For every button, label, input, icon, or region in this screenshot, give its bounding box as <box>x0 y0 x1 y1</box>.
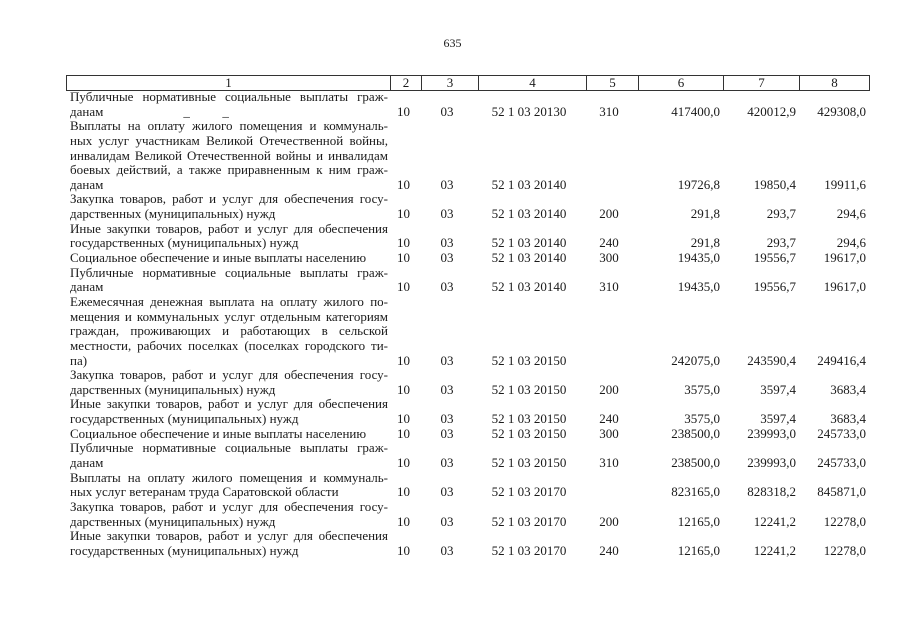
row-description <box>66 295 388 368</box>
cell-c8: 12278,0 <box>823 513 866 529</box>
cell-c2: 10 <box>397 176 410 192</box>
cell-c3: 03 <box>440 455 454 471</box>
cell-c5 <box>583 485 635 500</box>
cell-c6: 291,8 <box>690 206 720 222</box>
description-line <box>70 149 388 164</box>
cell-c4: 52 1 03 20140 <box>491 250 567 266</box>
row-description <box>66 119 388 192</box>
description-line <box>70 485 388 500</box>
description-line <box>70 412 388 427</box>
header-col-4: 4 <box>478 76 586 90</box>
description-line <box>70 441 388 456</box>
description-text: данам <box>70 279 104 295</box>
table-row <box>66 119 869 192</box>
cell-c4: 52 1 03 20140 <box>491 235 567 251</box>
description-line <box>70 192 388 207</box>
cell-c2: 10 <box>397 250 410 266</box>
description-line <box>70 178 388 193</box>
header-col-3: 3 <box>421 76 478 90</box>
description-text: Социальное обеспечение и иные выплаты населению <box>70 250 367 266</box>
cell-c6: 238500,0 <box>671 425 720 441</box>
table-row <box>66 295 869 368</box>
cell-c2: 10 <box>397 381 410 397</box>
cell-c2: 10 <box>397 235 410 251</box>
table-row <box>66 397 869 426</box>
cell-c5 <box>583 178 635 193</box>
cell-c3: 03 <box>440 176 454 192</box>
cell-c2: 10 <box>397 542 410 558</box>
row-description <box>66 441 388 470</box>
description-line <box>70 471 388 486</box>
description-text: Ежемесячная денежная выплата на оплату жилого по- <box>70 293 388 309</box>
cell-c7: 293,7 <box>766 235 796 251</box>
description-text: дарственных (муниципальных) нужд <box>70 381 276 397</box>
cell-c5: 300 <box>599 250 619 266</box>
description-line <box>70 354 388 369</box>
table-row <box>66 251 869 266</box>
table-row <box>66 192 869 221</box>
table-row <box>66 368 869 397</box>
description-text: Иные закупки товаров, работ и услуг для обеспечения <box>70 220 388 236</box>
cell-c2: 10 <box>397 513 410 529</box>
cell-c7: 239993,0 <box>747 455 796 471</box>
cell-c4: 52 1 03 20170 <box>491 484 567 500</box>
description-text: Закупка товаров, работ и услуг для обеспечения госу- <box>70 191 388 207</box>
description-text: Публичные нормативные социальные выплаты граж- <box>70 264 388 280</box>
table-row <box>66 529 869 558</box>
cell-c4: 52 1 03 20130 <box>491 103 567 119</box>
description-line <box>70 105 388 120</box>
cell-c5: 300 <box>599 425 619 441</box>
cell-c8: 245733,0 <box>817 425 866 441</box>
row-description <box>66 397 388 426</box>
cell-c3: 03 <box>440 425 454 441</box>
table-row <box>66 266 869 295</box>
cell-c4: 52 1 03 20140 <box>491 176 567 192</box>
cell-c2: 10 <box>397 206 410 222</box>
cell-c2: 10 <box>397 279 410 295</box>
description-line <box>70 427 388 442</box>
cell-c3: 03 <box>440 279 454 295</box>
description-text: дарственных (муниципальных) нужд <box>70 513 276 529</box>
description-line <box>70 368 388 383</box>
description-line <box>70 251 388 266</box>
cell-c4: 52 1 03 20150 <box>491 425 567 441</box>
table-body <box>66 90 869 559</box>
cell-c3: 03 <box>440 103 454 119</box>
cell-c8: 429308,0 <box>817 103 866 119</box>
description-text: ных услуг участникам Великой Отечественной войны, <box>70 132 388 148</box>
cell-c3: 03 <box>440 411 454 427</box>
cell-c6: 19726,8 <box>677 176 720 192</box>
cell-c6: 12165,0 <box>677 542 720 558</box>
description-line <box>70 397 388 412</box>
description-line <box>70 544 388 559</box>
description-line <box>70 134 388 149</box>
cell-c5: 200 <box>599 381 619 397</box>
cell-c6: 823165,0 <box>671 484 720 500</box>
cell-c7: 293,7 <box>766 206 796 222</box>
header-col-2: 2 <box>390 76 421 90</box>
description-line <box>70 515 388 530</box>
header-col-1: 1 <box>225 75 232 90</box>
description-text: Выплаты на оплату жилого помещения и коммуналь- <box>70 469 388 485</box>
cell-c5: 310 <box>599 103 619 119</box>
description-text: Социальное обеспечение и иные выплаты населению <box>70 425 367 441</box>
row-description <box>66 500 388 529</box>
cell-c8: 294,6 <box>836 206 866 222</box>
cell-c3: 03 <box>440 484 454 500</box>
description-text: Выплаты на оплату жилого помещения и коммуналь- <box>70 118 388 134</box>
cell-c5 <box>583 354 635 369</box>
cell-c6: 12165,0 <box>677 513 720 529</box>
cell-c4: 52 1 03 20150 <box>491 352 567 368</box>
description-text: дарственных (муниципальных) нужд <box>70 206 276 222</box>
cell-c3: 03 <box>440 542 454 558</box>
description-line <box>70 163 388 178</box>
description-line <box>70 119 388 134</box>
cell-c7: 12241,2 <box>753 542 796 558</box>
table-row <box>66 500 869 529</box>
cell-c7: 828318,2 <box>747 484 796 500</box>
cell-c5: 200 <box>599 206 619 222</box>
description-text: инвалидам Великой Отечественной войны и инвалидам <box>70 147 388 163</box>
cell-c2: 10 <box>397 425 410 441</box>
description-text: Закупка товаров, работ и услуг для обеспечения госу- <box>70 498 388 514</box>
cell-c5: 310 <box>599 279 619 295</box>
description-text: ных услуг ветеранам труда Саратовской области <box>70 484 339 500</box>
description-text: Закупка товаров, работ и услуг для обеспечения госу- <box>70 367 388 383</box>
cell-c8: 19617,0 <box>823 250 866 266</box>
cell-c5: 240 <box>599 542 619 558</box>
row-description <box>66 471 388 500</box>
description-text: граждан, проживающих и работающих в сельской <box>70 323 388 339</box>
row-description <box>66 192 388 221</box>
description-text: Публичные нормативные социальные выплаты граж- <box>70 89 388 104</box>
table-row <box>66 427 869 442</box>
cell-c4: 52 1 03 20150 <box>491 411 567 427</box>
header-col-5: 5 <box>586 76 638 90</box>
cell-c2: 10 <box>397 411 410 427</box>
cell-c4: 52 1 03 20170 <box>491 542 567 558</box>
description-line <box>70 529 388 544</box>
cell-c8: 19911,6 <box>824 176 866 192</box>
cell-c7: 19556,7 <box>753 250 796 266</box>
cell-c8: 245733,0 <box>817 455 866 471</box>
cell-c7: 420012,9 <box>747 103 796 119</box>
description-text: Публичные нормативные социальные выплаты граж- <box>70 440 388 456</box>
cell-c6: 238500,0 <box>671 455 720 471</box>
description-text: местности, рабочих поселках (поселках городского ти- <box>70 337 388 353</box>
cell-c7: 3597,4 <box>760 411 796 427</box>
table-row <box>66 441 869 470</box>
description-line <box>70 324 388 339</box>
cell-c5: 240 <box>599 235 619 251</box>
description-line <box>70 295 388 310</box>
table-row <box>66 222 869 251</box>
description-text: Иные закупки товаров, работ и услуг для обеспечения <box>70 528 388 544</box>
description-line <box>70 280 388 295</box>
cell-c8: 249416,4 <box>817 352 866 368</box>
cell-c3: 03 <box>440 250 454 266</box>
description-text: мещения и коммунальных услуг отдельным категориям <box>70 308 388 324</box>
header-col-7: 7 <box>723 76 799 90</box>
cell-c3: 03 <box>440 235 454 251</box>
cell-c7: 243590,4 <box>747 352 796 368</box>
cell-c4: 52 1 03 20140 <box>491 279 567 295</box>
row-description <box>66 427 388 442</box>
header-col-6: 6 <box>638 76 723 90</box>
description-text: государственных (муниципальных) нужд <box>70 235 299 251</box>
description-line <box>70 90 388 105</box>
description-text: боевых действий, а также приравненным к ним граж- <box>70 162 388 178</box>
description-text: государственных (муниципальных) нужд <box>70 542 299 558</box>
cell-c8: 3683,4 <box>830 381 866 397</box>
cell-c8: 294,6 <box>836 235 866 251</box>
header-col-8: 8 <box>799 76 869 90</box>
description-text: данам <box>70 455 104 471</box>
description-text: Иные закупки товаров, работ и услуг для обеспечения <box>70 396 388 412</box>
cell-c2: 10 <box>397 352 410 368</box>
cell-c5: 200 <box>599 513 619 529</box>
description-line <box>70 383 388 398</box>
cell-c2: 10 <box>397 455 410 471</box>
table-row <box>66 471 869 500</box>
cell-c2: 10 <box>397 103 410 119</box>
cell-c5: 310 <box>599 455 619 471</box>
cell-c4: 52 1 03 20150 <box>491 381 567 397</box>
dash-marks: _ _ <box>183 103 229 119</box>
description-line <box>70 207 388 222</box>
cell-c5: 240 <box>599 411 619 427</box>
description-line <box>70 339 388 354</box>
cell-c6: 291,8 <box>690 235 720 251</box>
page-number: 635 <box>443 36 462 50</box>
cell-c7: 239993,0 <box>747 425 796 441</box>
cell-c3: 03 <box>440 513 454 529</box>
cell-c3: 03 <box>440 352 454 368</box>
cell-c4: 52 1 03 20140 <box>491 206 567 222</box>
cell-c6: 19435,0 <box>677 250 720 266</box>
row-description <box>66 266 388 295</box>
description-text: па) <box>70 352 88 368</box>
description-line <box>70 310 388 325</box>
row-description <box>66 251 388 266</box>
cell-c8: 845871,0 <box>817 484 866 500</box>
cell-c7: 12241,2 <box>753 513 796 529</box>
description-text: государственных (муниципальных) нужд <box>70 411 299 427</box>
row-description <box>66 529 388 558</box>
cell-c6: 3575,0 <box>684 381 720 397</box>
cell-c6: 417400,0 <box>671 103 720 119</box>
cell-c8: 3683,4 <box>830 411 866 427</box>
cell-c4: 52 1 03 20170 <box>491 513 567 529</box>
description-line <box>70 222 388 237</box>
cell-c3: 03 <box>440 206 454 222</box>
cell-c4: 52 1 03 20150 <box>491 455 567 471</box>
cell-c8: 19617,0 <box>823 279 866 295</box>
table-row <box>66 90 869 119</box>
cell-c3: 03 <box>440 381 454 397</box>
cell-c7: 19850,4 <box>753 176 796 192</box>
row-description <box>66 90 388 119</box>
cell-c6: 242075,0 <box>671 352 720 368</box>
description-line <box>70 266 388 281</box>
row-description <box>66 368 388 397</box>
description-line <box>70 500 388 515</box>
cell-c8: 12278,0 <box>823 542 866 558</box>
row-description <box>66 222 388 251</box>
cell-c6: 3575,0 <box>684 411 720 427</box>
cell-c2: 10 <box>397 484 410 500</box>
description-text: данам <box>70 103 104 119</box>
cell-c7: 19556,7 <box>753 279 796 295</box>
cell-c7: 3597,4 <box>760 381 796 397</box>
description-line <box>70 236 388 251</box>
description-line <box>70 456 388 471</box>
description-text: данам <box>70 176 104 192</box>
cell-c6: 19435,0 <box>677 279 720 295</box>
